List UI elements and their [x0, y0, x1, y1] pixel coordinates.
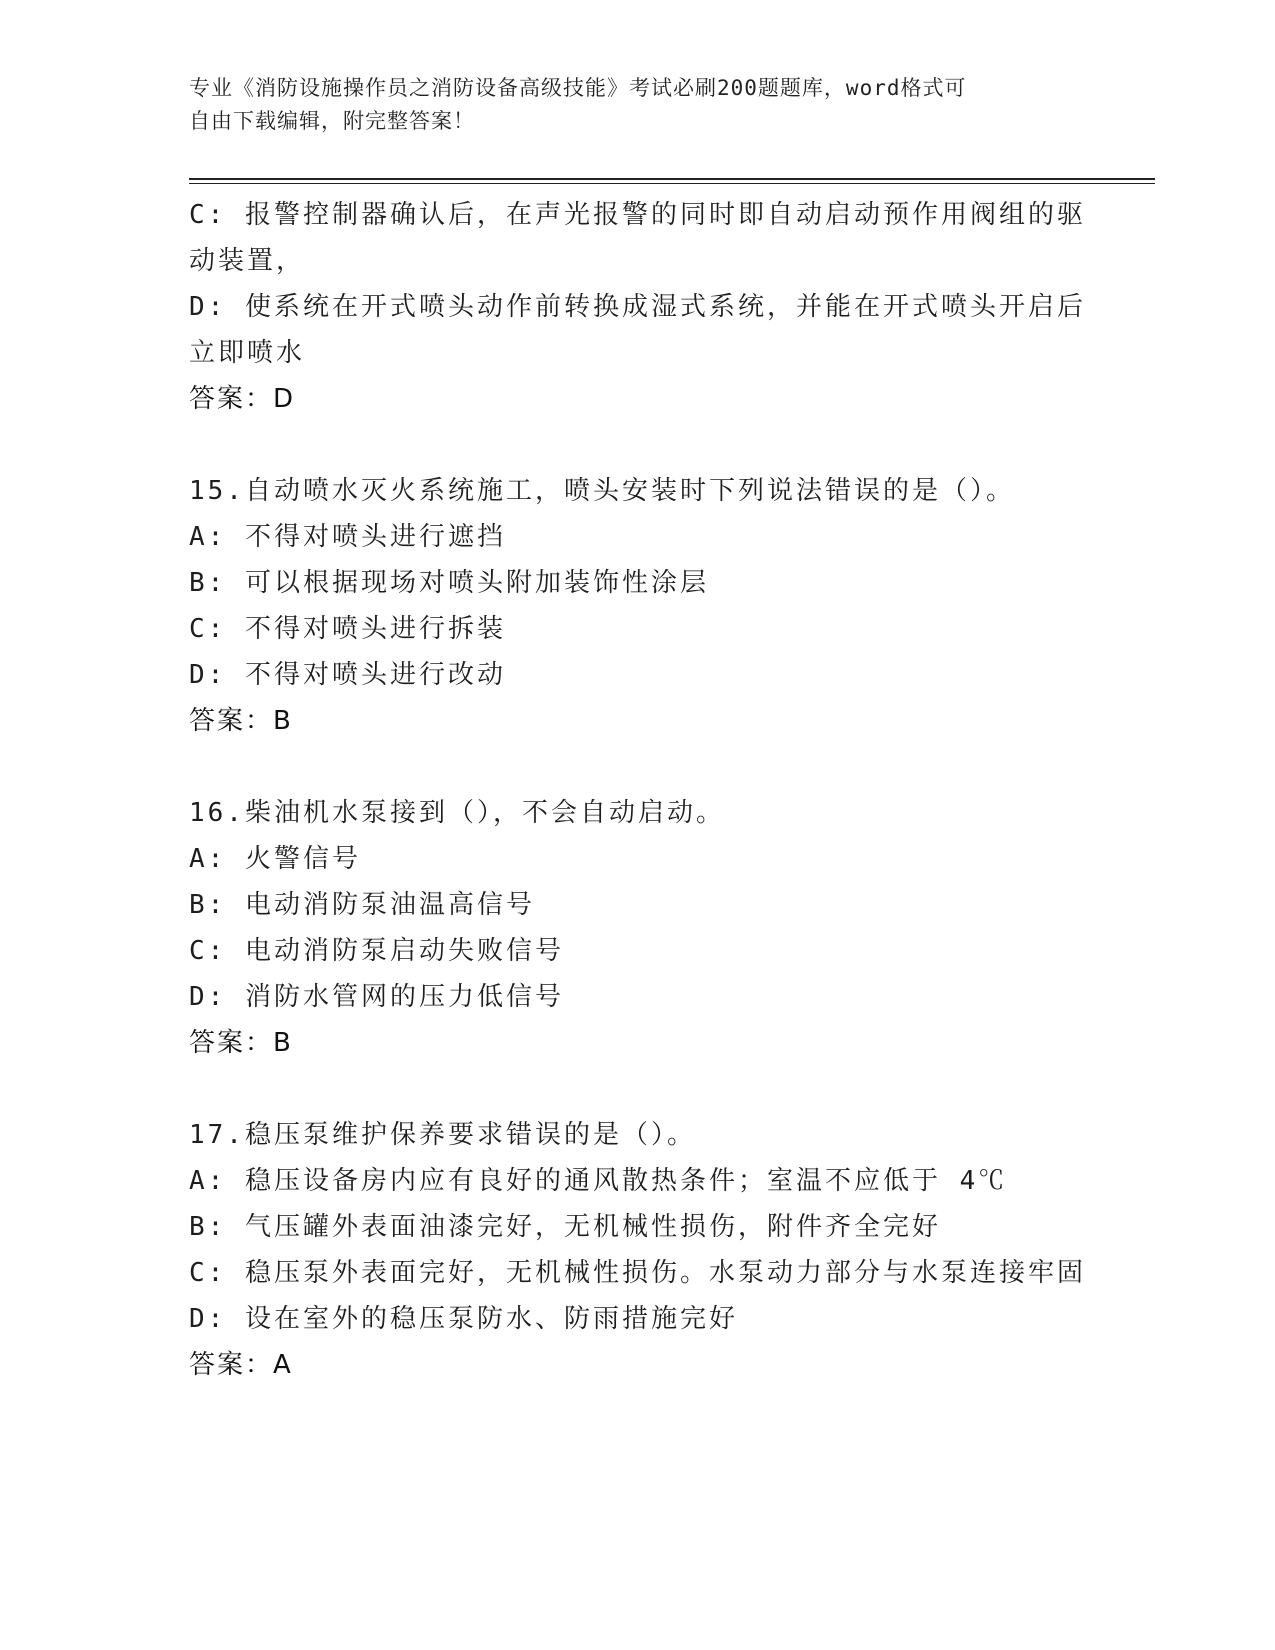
question-17-block	[189, 1112, 1089, 1388]
spacer	[189, 744, 1089, 790]
option-a: A: 火警信号	[189, 844, 361, 874]
question-text: 15.自动喷水灭火系统施工，喷头安装时下列说法错误的是（）。	[189, 476, 1015, 506]
option-b: B: 电动消防泵油温高信号	[189, 890, 535, 920]
option-c-line-2: 动装置，	[189, 246, 306, 276]
answer-label: 答案：B	[189, 706, 293, 736]
option-a: A: 稳压设备房内应有良好的通风散热条件；室温不应低于 4℃	[189, 1166, 1008, 1196]
header-divider-thick	[189, 178, 1155, 180]
answer-label: 答案：D	[189, 384, 296, 414]
option-c: C: 不得对喷头进行拆装	[189, 614, 506, 644]
answer-label: 答案：A	[189, 1350, 293, 1380]
option-d-line-2: 立即喷水	[189, 338, 306, 368]
question-14-block	[189, 192, 1089, 422]
document-header	[189, 72, 1089, 138]
spacer	[189, 422, 1089, 468]
option-b: B: 气压罐外表面油漆完好，无机械性损伤，附件齐全完好	[189, 1212, 941, 1242]
question-15-block	[189, 468, 1089, 744]
question-content	[189, 192, 1089, 1388]
header-line-1: 专业《消防设施操作员之消防设备高级技能》考试必刷200题题库，word格式可	[189, 76, 967, 100]
option-c: C: 电动消防泵启动失败信号	[189, 936, 564, 966]
question-16-block	[189, 790, 1089, 1066]
header-divider-thin	[189, 183, 1155, 184]
question-text: 17.稳压泵维护保养要求错误的是（）。	[189, 1120, 696, 1150]
header-line-2: 自由下载编辑，附完整答案！	[189, 109, 475, 133]
option-d: D: 不得对喷头进行改动	[189, 660, 506, 690]
option-d: D: 设在室外的稳压泵防水、防雨措施完好	[189, 1304, 738, 1334]
option-c-line-1: C: 报警控制器确认后，在声光报警的同时即自动启动预作用阀组的驱	[189, 200, 1086, 230]
option-d-line-1: D: 使系统在开式喷头动作前转换成湿式系统，并能在开式喷头开启后	[189, 292, 1086, 322]
option-c: C: 稳压泵外表面完好，无机械性损伤。水泵动力部分与水泵连接牢固	[189, 1258, 1086, 1288]
option-a: A: 不得对喷头进行遮挡	[189, 522, 506, 552]
answer-label: 答案：B	[189, 1028, 293, 1058]
option-d: D: 消防水管网的压力低信号	[189, 982, 564, 1012]
question-text: 16.柴油机水泵接到（），不会自动启动。	[189, 798, 725, 828]
option-b: B: 可以根据现场对喷头附加装饰性涂层	[189, 568, 709, 598]
spacer	[189, 1066, 1089, 1112]
